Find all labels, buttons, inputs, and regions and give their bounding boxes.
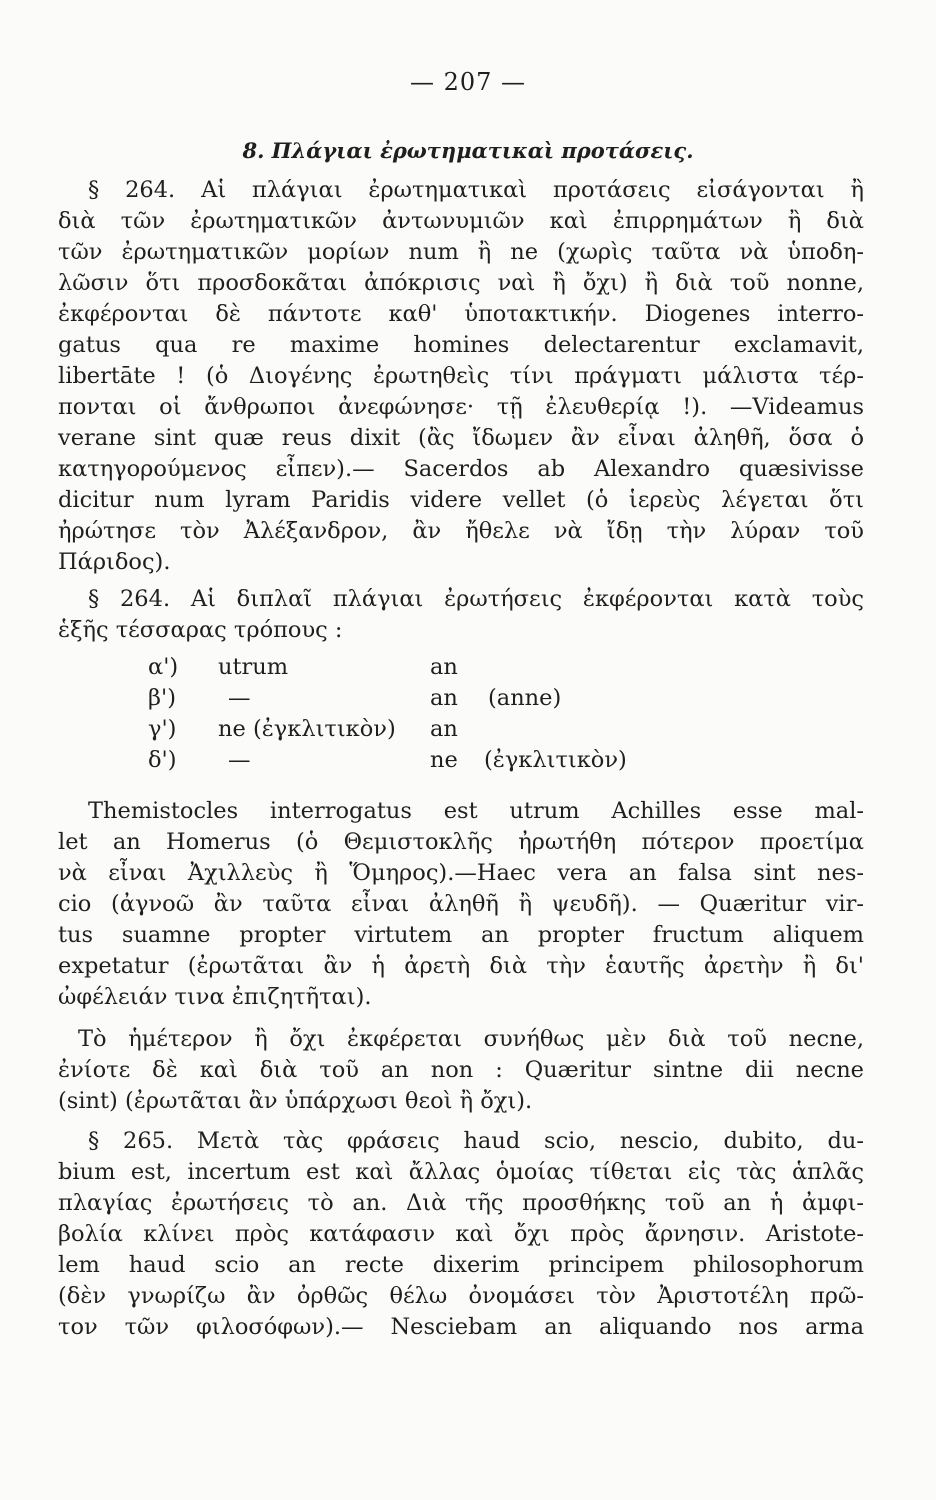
row-label: α') xyxy=(148,654,179,680)
text-line: πλαγίας ἐρωτήσεις τὸ an. Διὰ τῆς προσθήκης τοῦ an ἡ ἀμφι- xyxy=(58,1190,864,1216)
text-line: gatus qua re maxime homines delectarentur exclamavit, xyxy=(58,332,864,358)
row-label: δ') xyxy=(148,747,177,773)
text-line: ἐνίοτε δὲ καὶ διὰ τοῦ an non : Quæritur sintne dii necne xyxy=(58,1057,864,1083)
text-line: πονται οἱ ἄνθρωποι ἀνεφώνησε· τῇ ἐλευθερίᾳ !). —Videamus xyxy=(58,394,864,420)
text-line: (δὲν γνωρίζω ἂν ὀρθῶς θέλω ὀνομάσει τὸν Ἀριστοτέλη πρῶ- xyxy=(58,1283,864,1309)
text-line: expetatur (ἐρωτᾶται ἂν ἡ ἀρετὴ διὰ τὴν ἑαυτῆς ἀρετὴν ἢ δι' xyxy=(58,953,864,979)
row-first: — xyxy=(228,685,251,711)
row-second: an xyxy=(430,716,458,742)
row-second: an xyxy=(430,654,458,680)
text-line: (sint) (ἐρωτᾶται ἂν ὑπάρχωσι θεοὶ ἢ ὄχι). xyxy=(58,1088,533,1114)
row-first: ne (ἐγκλιτικὸν) xyxy=(218,716,396,742)
text-line: verane sint quæ reus dixit (ἂς ἴδωμεν ἂν εἶναι ἀληθῆ, ὅσα ὁ xyxy=(58,425,864,451)
text-line: § 265. Μετὰ τὰς φράσεις haud scio, nescio, dubito, du- xyxy=(88,1128,864,1154)
row-first: — xyxy=(228,747,251,773)
text-line: ἠρώτησε τὸν Ἀλέξανδρον, ἂν ἤθελε νὰ ἴδῃ τὴν λύραν τοῦ xyxy=(58,518,864,544)
text-line: τον τῶν φιλοσόφων).— Nesciebam an aliquando nos arma xyxy=(58,1314,864,1340)
text-line: libertāte ! (ὁ Διογένης ἐρωτηθεὶς τίνι πράγματι μάλιστα τέρ- xyxy=(58,363,864,389)
text-line: tus suamne propter virtutem an propter fructum aliquem xyxy=(58,922,864,948)
text-line: λῶσιν ὅτι προσδοκᾶται ἀπόκρισις ναὶ ἢ ὄχι) ἢ διὰ τοῦ nonne, xyxy=(58,270,864,296)
text-line: διὰ τῶν ἐρωτηματικῶν ἀντωνυμιῶν καὶ ἐπιρρημάτων ἢ διὰ xyxy=(58,208,864,234)
text-line: § 264. Αἱ διπλαῖ πλάγιαι ἐρωτήσεις ἐκφέρονται κατὰ τοὺς xyxy=(88,586,864,612)
text-line: Πάριδος). xyxy=(58,549,171,575)
text-line: let an Homerus (ὁ Θεμιστοκλῆς ἠρωτήθη πότερον προετίμα xyxy=(58,829,864,855)
text-line: dicitur num lyram Paridis videre vellet (ὁ ἱερεὺς λέγεται ὅτι xyxy=(58,487,864,513)
text-line: νὰ εἶναι Ἀχιλλεὺς ἢ Ὅμηρος).—Haec vera an falsa sint nes- xyxy=(58,860,864,886)
text-line: βολία κλίνει πρὸς κατάφασιν καὶ ὄχι πρὸς ἄρνησιν. Aristote- xyxy=(58,1221,864,1247)
text-line: τῶν ἐρωτηματικῶν μορίων num ἢ ne (χωρὶς ταῦτα νὰ ὑποδη- xyxy=(58,239,864,265)
row-note: (anne) xyxy=(488,685,562,711)
row-label: γ') xyxy=(148,716,177,742)
text-line: bium est, incertum est καὶ ἄλλας ὁμοίας τίθεται εἰς τὰς ἁπλᾶς xyxy=(58,1159,864,1185)
row-second: ne xyxy=(430,747,458,773)
text-line: Themistocles interrogatus est utrum Achilles esse mal- xyxy=(88,798,864,824)
text-line: ἐκφέρονται δὲ πάντοτε καθ' ὑποτακτικήν. Diogenes interro- xyxy=(58,301,864,327)
row-note: (ἐγκλιτικὸν) xyxy=(484,747,627,773)
section-heading: 8. Πλάγιαι ἐρωτηματικαὶ προτάσεις. xyxy=(242,138,694,163)
text-line: κατηγορούμενος εἶπεν).— Sacerdos ab Alexandro quæsivisse xyxy=(58,456,864,482)
row-second: an xyxy=(430,685,458,711)
text-line: Τὸ ἡμέτερον ἢ ὄχι ἐκφέρεται συνήθως μὲν διὰ τοῦ necne, xyxy=(78,1026,864,1052)
row-first: utrum xyxy=(218,654,289,680)
text-line: lem haud scio an recte dixerim principem philosophorum xyxy=(58,1252,864,1278)
text-line: ὠφέλειάν τινα ἐπιζητῆται). xyxy=(58,984,372,1010)
text-line: § 264. Αἱ πλάγιαι ἐρωτηματικαὶ προτάσεις εἰσάγονται ἢ xyxy=(88,177,864,203)
page-number: — 207 — xyxy=(409,68,527,96)
text-line: cio (ἀγνοῶ ἂν ταῦτα εἶναι ἀληθῆ ἢ ψευδῆ). — Quæritur vir- xyxy=(58,891,864,917)
text-line: ἑξῆς τέσσαρας τρόπους : xyxy=(58,617,343,643)
row-label: β') xyxy=(148,685,176,711)
